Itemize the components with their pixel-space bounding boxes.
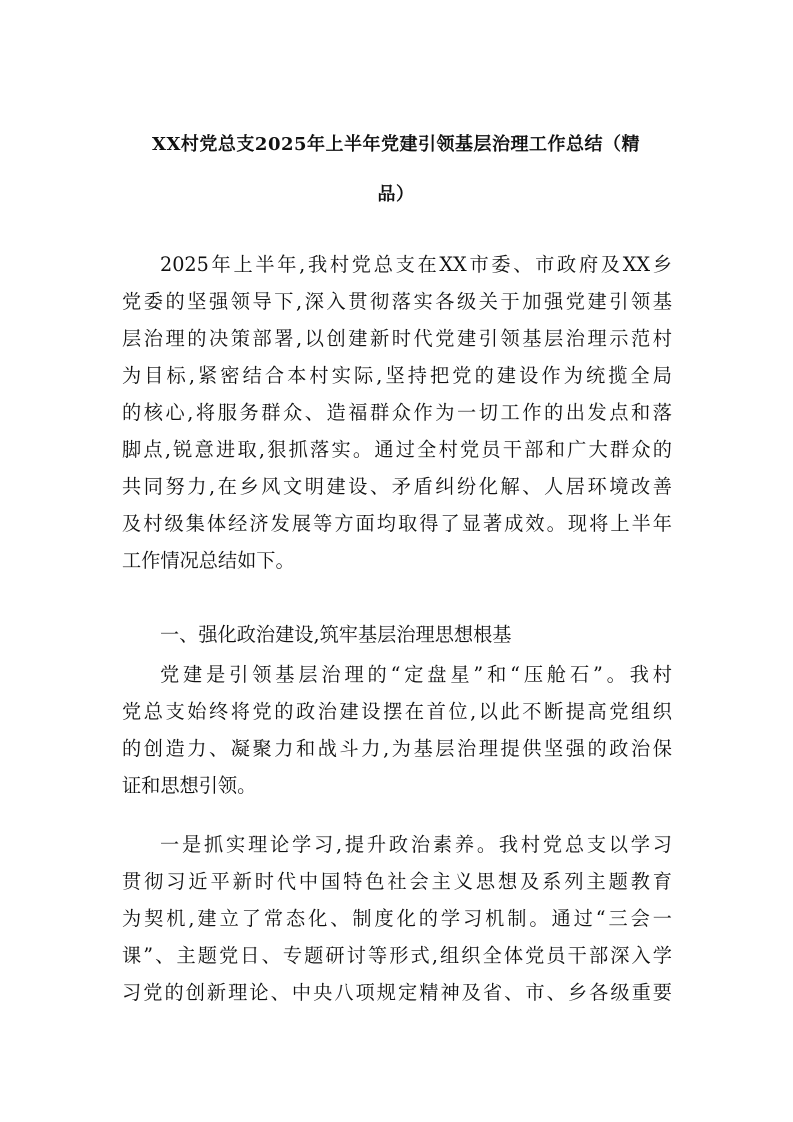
paragraph-line: 为目标,紧密结合本村实际,坚持把党的建设作为统揽全局 <box>122 364 672 387</box>
paragraph-line: 党委的坚强领导下,深入贯彻落实各级关于加强党建引领基 <box>122 290 672 313</box>
paragraph-line: 的创造力、凝聚力和战斗力,为基层治理提供坚强的政治保 <box>122 737 672 760</box>
paragraph-line: 为契机,建立了常态化、制度化的学习机制。通过“三会一 <box>122 907 672 930</box>
paragraph-line: 一是抓实理论学习,提升政治素养。我村党总支以学习 <box>160 833 672 856</box>
paragraph-line: 共同努力,在乡风文明建设、矛盾纠纷化解、人居环境改善 <box>122 475 672 498</box>
paragraph-line: 贯彻习近平新时代中国特色社会主义思想及系列主题教育 <box>122 870 672 893</box>
section-heading: 一、强化政治建设,筑牢基层治理思想根基 <box>160 623 512 646</box>
paragraph-line: 2025年上半年,我村党总支在XX市委、市政府及XX乡 <box>160 253 672 276</box>
document-title-line-2: 品） <box>377 184 415 205</box>
paragraph-line: 党总支始终将党的政治建设摆在首位,以此不断提高党组织 <box>122 700 672 723</box>
paragraph-line: 证和思想引领。 <box>122 774 257 797</box>
paragraph-line: 及村级集体经济发展等方面均取得了显著成效。现将上半年 <box>122 512 672 535</box>
paragraph-line: 习党的创新理论、中央八项规定精神及省、市、乡各级重要 <box>122 981 672 1004</box>
paragraph-line: 层治理的决策部署,以创建新时代党建引领基层治理示范村 <box>122 327 672 350</box>
paragraph-line: 脚点,锐意进取,狠抓落实。通过全村党员干部和广大群众的 <box>122 438 672 461</box>
paragraph-line: 党建是引领基层治理的“定盘星”和“压舱石”。我村 <box>160 663 672 686</box>
paragraph-line: 课”、主题党日、专题研讨等形式,组织全体党员干部深入学 <box>122 944 672 967</box>
paragraph-line: 工作情况总结如下。 <box>122 549 295 572</box>
document-title-line-1: XX村党总支2025年上半年党建引领基层治理工作总结（精 <box>151 134 641 155</box>
paragraph-line: 的核心,将服务群众、造福群众作为一切工作的出发点和落 <box>122 401 672 424</box>
